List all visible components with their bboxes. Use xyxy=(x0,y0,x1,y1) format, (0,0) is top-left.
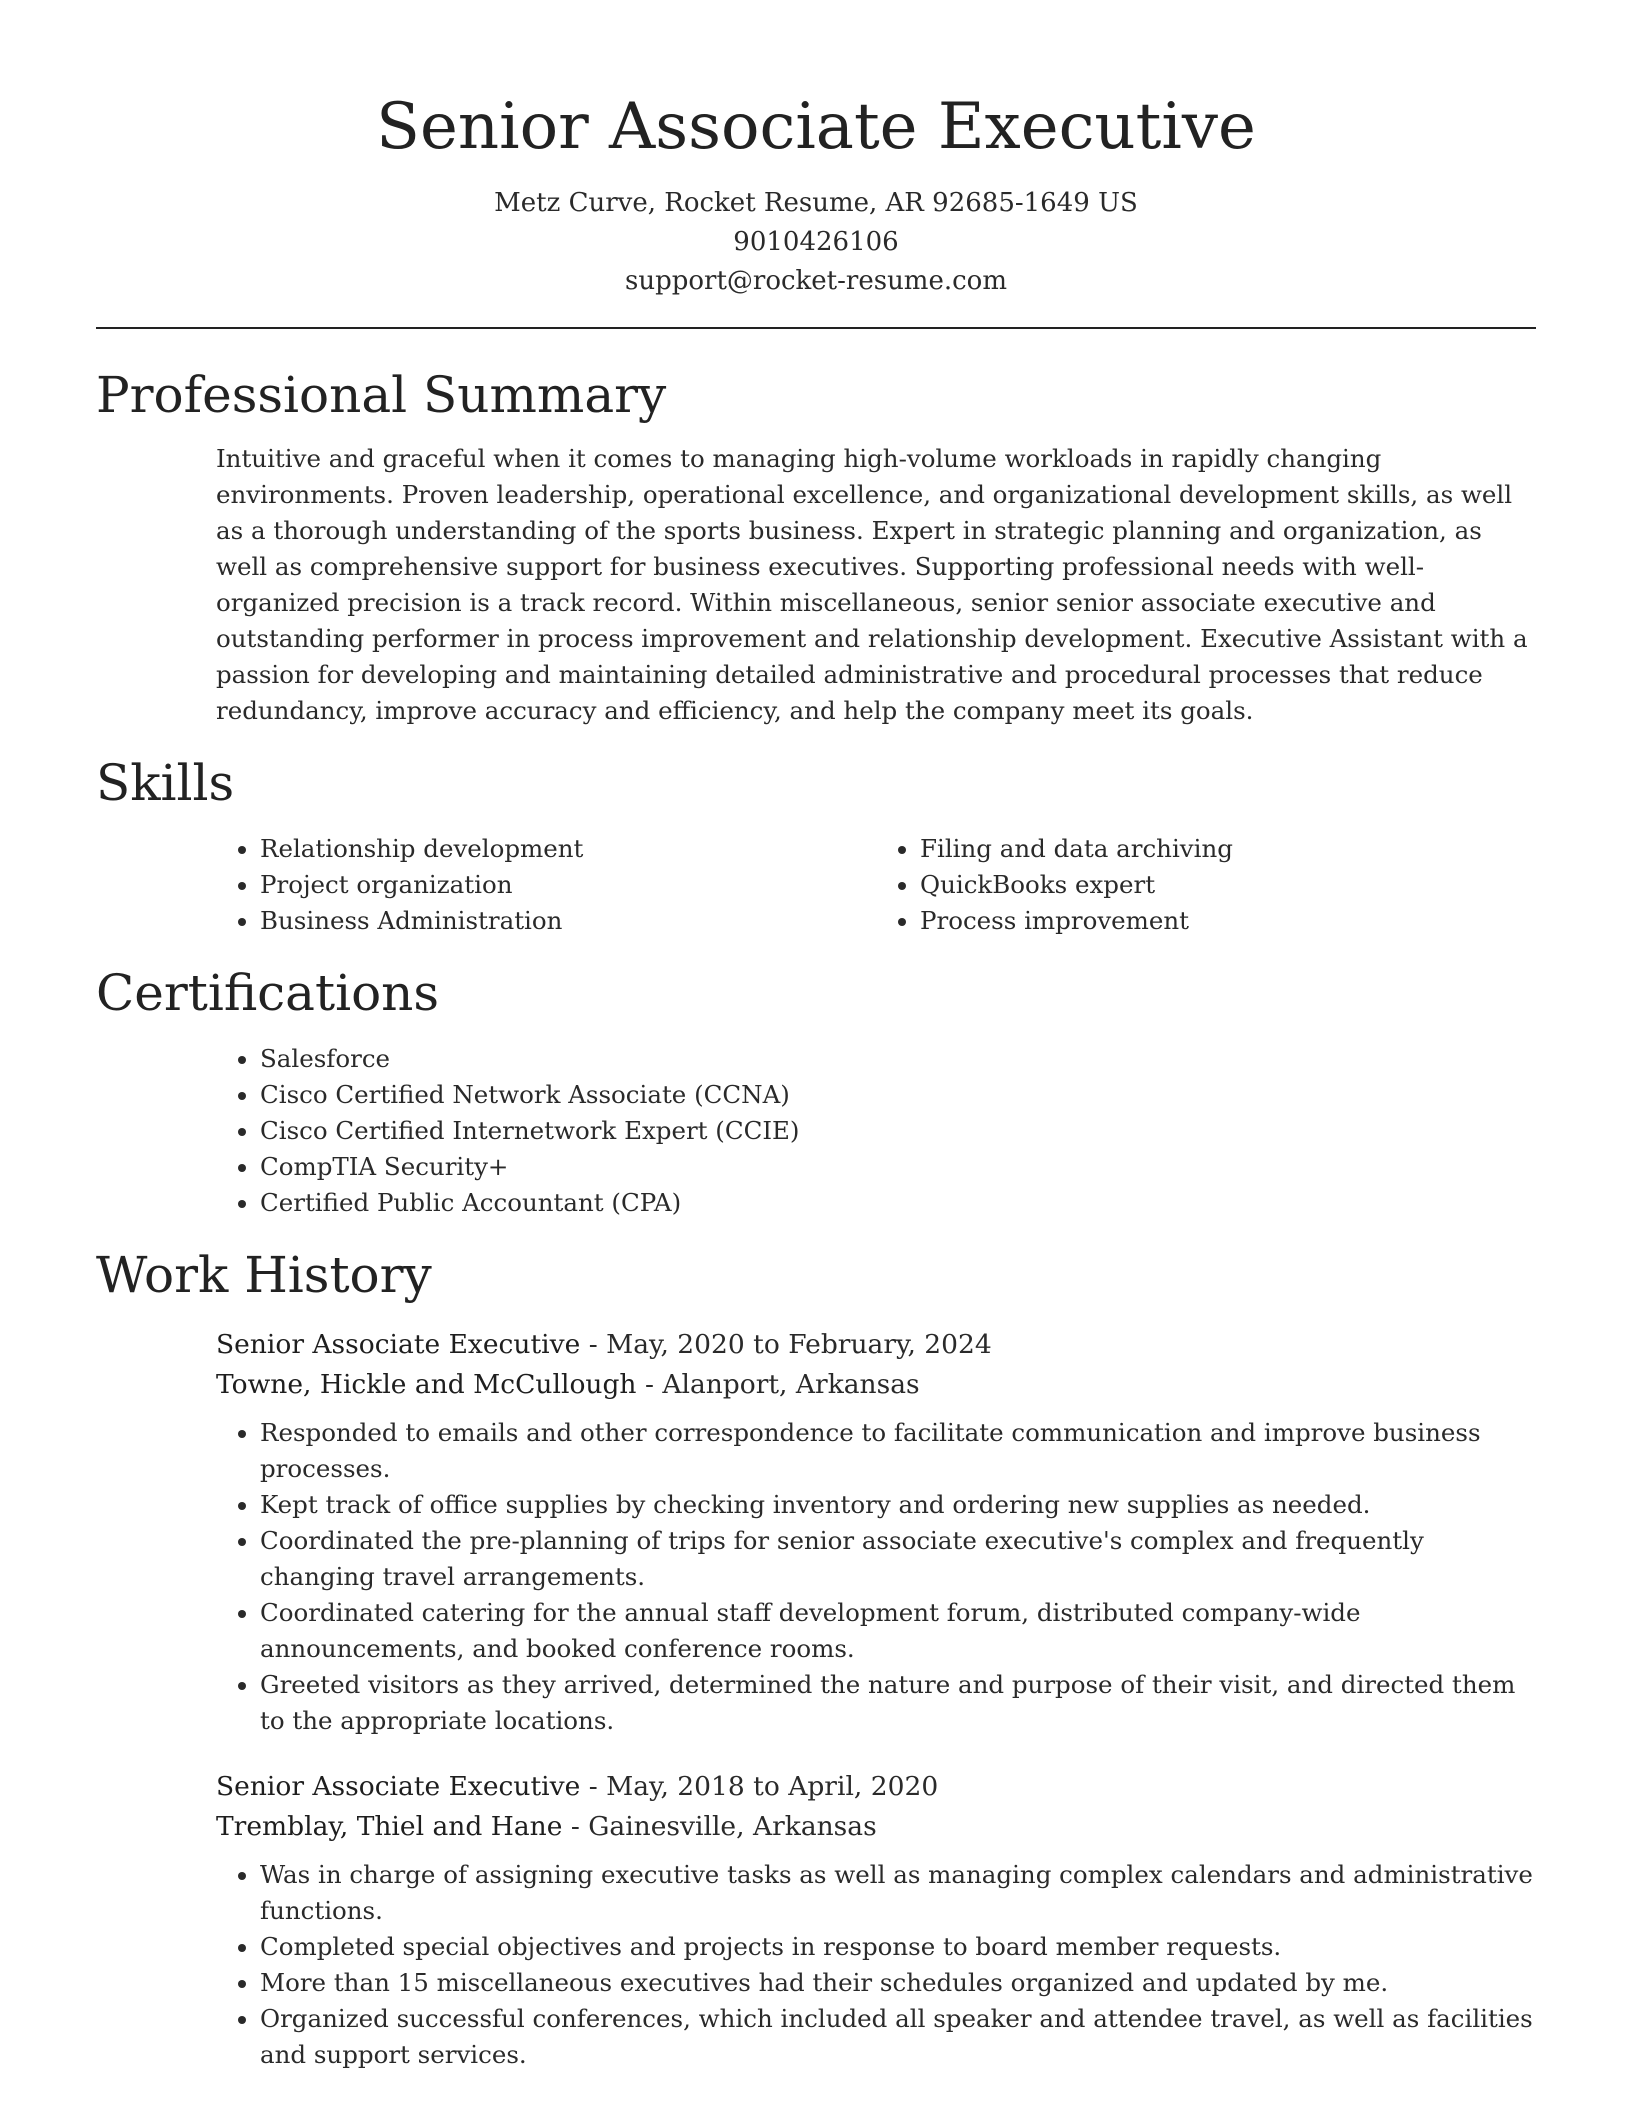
job-company-line xyxy=(216,1365,1536,1405)
resume-page xyxy=(96,0,1536,2073)
contact-phone: 9010426106 xyxy=(733,227,899,257)
skill-item: • Project organization xyxy=(260,867,876,903)
certifications-list xyxy=(216,1041,1536,1221)
job-title-line xyxy=(216,1767,1536,1807)
certifications-heading: Certifications xyxy=(96,964,440,1022)
job-title: Senior Associate Executive xyxy=(216,1329,581,1360)
resume-header xyxy=(96,0,1536,301)
job-title: Senior Associate Executive xyxy=(216,1771,581,1802)
skill-item: • QuickBooks expert xyxy=(920,867,1536,903)
header-divider xyxy=(96,327,1536,329)
job-company-line xyxy=(216,1807,1536,1847)
job-entry xyxy=(216,1325,1536,1739)
certification-item: • Cisco Certified Internetwork Expert (CCIE) xyxy=(260,1113,1536,1149)
candidate-name: Senior Associate Executive xyxy=(376,90,1256,164)
job-bullet: • Completed special objectives and projects in response to board member requests. xyxy=(260,1929,1536,1965)
job-location: Alanport, Arkansas xyxy=(662,1369,920,1400)
certification-item: • CompTIA Security+ xyxy=(260,1149,1536,1185)
contact-email: support@rocket-resume.com xyxy=(624,266,1007,296)
job-location: Gainesville, Arkansas xyxy=(588,1811,877,1842)
skills-section xyxy=(96,751,1536,939)
job-separator: - xyxy=(588,1329,607,1360)
job-dates: May, 2020 to February, 2024 xyxy=(606,1329,992,1360)
job-bullets xyxy=(216,1857,1536,2073)
job-bullet: • Greeted visitors as they arrived, determined the nature and purpose of their visit, and directed them to the appropriate locations. xyxy=(260,1667,1536,1739)
contact-address: Metz Curve, Rocket Resume, AR 92685-1649 US xyxy=(494,188,1138,218)
job-separator: - xyxy=(588,1771,607,1802)
job-bullet: • Organized successful conferences, which included all speaker and attendee travel, as well as facilities and support services. xyxy=(260,2001,1536,2073)
job-bullet: • More than 15 miscellaneous executives had their schedules organized and updated by me. xyxy=(260,1965,1536,2001)
skills-list-right xyxy=(876,831,1536,939)
skills-list-left xyxy=(216,831,876,939)
job-separator: - xyxy=(570,1811,589,1842)
job-separator: - xyxy=(644,1369,663,1400)
certifications-section xyxy=(96,961,1536,1221)
summary-section xyxy=(96,363,1536,729)
job-bullets xyxy=(216,1415,1536,1739)
work-history-section xyxy=(96,1243,1536,2073)
summary-text: Intuitive and graceful when it comes to managing high-volume workloads in rapidly changing environments. Proven leadership, operational excellence, and organizational development skills, as well as a thorough understanding of the sports business. Expert in strategic planning and organization, as well as comprehensive support for business executives. Supporting professional needs with well-organized precision is a track record. Within miscellaneous, senior senior associate executive and outstanding performer in process improvement and relationship development. Executive Assistant with a passion for developing and maintaining detailed administrative and procedural processes that reduce redundancy, improve accuracy and efficiency, and help the company meet its goals. xyxy=(216,444,1528,725)
job-bullet: • Coordinated the pre-planning of trips for senior associate executive's complex and frequently changing travel arrangements. xyxy=(260,1523,1536,1595)
job-bullet: • Kept track of office supplies by checking inventory and ordering new supplies as needed. xyxy=(260,1487,1536,1523)
job-bullet: • Coordinated catering for the annual staff development forum, distributed company-wide announcements, and booked conference rooms. xyxy=(260,1595,1536,1667)
summary-heading: Professional Summary xyxy=(96,366,667,424)
job-entry xyxy=(216,1767,1536,2073)
job-bullet: • Responded to emails and other correspondence to facilitate communication and improve business processes. xyxy=(260,1415,1536,1487)
job-company: Tremblay, Thiel and Hane xyxy=(216,1811,563,1842)
skill-item: • Process improvement xyxy=(920,903,1536,939)
certification-item: • Salesforce xyxy=(260,1041,1536,1077)
skill-item: • Filing and data archiving xyxy=(920,831,1536,867)
job-dates: May, 2018 to April, 2020 xyxy=(606,1771,939,1802)
certification-item: • Cisco Certified Network Associate (CCNA) xyxy=(260,1077,1536,1113)
skill-item: • Relationship development xyxy=(260,831,876,867)
certification-item: • Certified Public Accountant (CPA) xyxy=(260,1185,1536,1221)
skills-heading: Skills xyxy=(96,754,235,812)
skill-item: • Business Administration xyxy=(260,903,876,939)
job-company: Towne, Hickle and McCullough xyxy=(216,1369,637,1400)
job-title-line xyxy=(216,1325,1536,1365)
contact-block xyxy=(96,184,1536,301)
job-bullet: • Was in charge of assigning executive tasks as well as managing complex calendars and administrative functions. xyxy=(260,1857,1536,1929)
work-history-heading: Work History xyxy=(96,1246,432,1304)
